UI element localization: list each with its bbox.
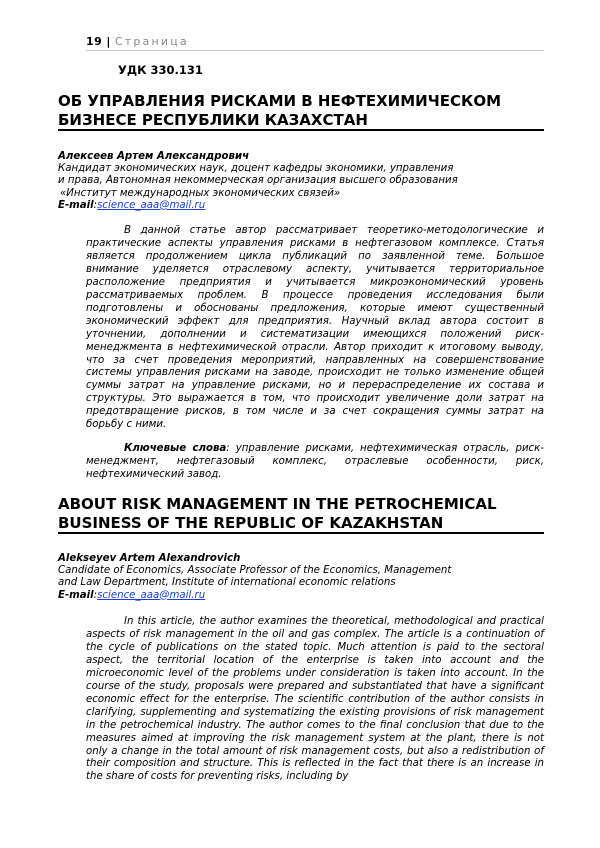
- en-email-label: E-mail: [58, 589, 94, 601]
- en-abstract: In this article, the author examines the theoretical, methodological and practical aspects of risk management in the oil and gas complex. The article is a continuation of the cycle of publications on the stated topic. Much attention is paid to the sectoral aspect, the territorial location of the enterprise is taken into account and the microeconomic level of the problems under consideration is taken into account. In the course of the study, proposals were prepared and substantiated that have a significant economic effect for the enterprise. The scientific contribution of the author consists in clarifying, supplementing and systematizing the existing provisions of risk management in the petrochemical industry. The author comes to the final conclusion that due to the measures aimed at improving the risk management system at the plant, there is not only a change in the total amount of risk management costs, but also a redistribution of their composition and structure. This is reflected in the fact that there is an increase in the share of costs for preventing risks, including by: [86, 616, 544, 783]
- page-header: [86, 35, 189, 48]
- ru-title: [58, 92, 548, 130]
- ru-affiliation-line3: «Институт международных экономических связей»: [60, 187, 341, 199]
- en-author-block: [58, 553, 548, 602]
- ru-keywords-label: Ключевые слова: [124, 443, 227, 454]
- en-title-line1: ABOUT RISK MANAGEMENT IN THE PETROCHEMICAL: [58, 495, 497, 513]
- en-affiliation-line1: Candidate of Economics, Associate Professor of the Economics, Management: [58, 565, 452, 577]
- en-title-line2: BUSINESS OF THE REPUBLIC OF KAZAKHSTAN: [58, 514, 444, 532]
- header-divider: [86, 50, 544, 51]
- en-title: [58, 495, 548, 533]
- ru-email-colon: :: [93, 199, 98, 211]
- page-header-separator: |: [106, 35, 111, 48]
- ru-title-line1: ОБ УПРАВЛЕНИЯ РИСКАМИ В НЕФТЕХИМИЧЕСКОМ: [58, 92, 501, 110]
- ru-email-line: [58, 200, 548, 212]
- ru-author-block: [58, 151, 548, 212]
- en-email-line: [58, 590, 548, 602]
- ru-email-link[interactable]: science_aaa@mail.ru: [97, 199, 206, 211]
- page-header-word: Страница: [114, 35, 189, 48]
- en-email-link[interactable]: science_aaa@mail.ru: [97, 589, 206, 601]
- ru-title-rule: [58, 129, 544, 131]
- en-affiliation-line2: and Law Department, Institute of international economic relations: [58, 577, 396, 589]
- ru-abstract: В данной статье автор рассматривает теоретико-методологические и практические аспекты управления рисками в нефтегазовом комплексе. Статья является продолжением цикла публикаций по заявленной теме. Большое внимание уделяется отраслевому аспекту, учитывается территориальное расположение предприятия и учитывается микроэкономический уровень рассматриваемых проблем. В процессе проведения исследования были подготовлены и обоснованы предложения, которые имеют существенный экономический эффект для предприятия. Научный вклад автора состоит в уточнении, дополнении и систематизации имеющихся положений риск-менеджмента в нефтехимической отрасли. Автор приходит к итоговому выводу, что за счет проведения мероприятий, направленных на совершенствование системы управления рисками на заводе, происходит не только изменение общей суммы затрат на управление рисками, но и перераспределение их состава и структуры. Это выражается в том, что происходит увеличение доли затрат на предотвращение рисков, в том числе и за счет сокращения суммы затрат на борьбу с ними.: [86, 225, 544, 431]
- udk-code: УДК 330.131: [118, 63, 203, 77]
- page-number: 19: [86, 35, 103, 48]
- en-title-rule: [58, 532, 544, 534]
- ru-author-name: Алексеев Артем Александрович: [58, 151, 250, 162]
- en-email-colon: :: [93, 589, 98, 601]
- ru-affiliation-line2: и права, Автономная некоммерческая организация высшего образования: [58, 175, 458, 187]
- ru-keywords: [86, 443, 544, 482]
- ru-keywords-text: : управление рисками, нефтехимическая отрасль, риск-менеджмент, нефтегазовый комплекс, отраслевые особенности, риск, нефтехимический завод.: [86, 443, 544, 480]
- en-author-name: Alekseyev Artem Alexandrovich: [58, 553, 241, 564]
- ru-title-line2: БИЗНЕСЕ РЕСПУБЛИКИ КАЗАХСТАН: [58, 111, 368, 129]
- ru-affiliation-line1: Кандидат экономических наук, доцент кафедры экономики, управления: [58, 163, 454, 175]
- ru-email-label: E-mail: [58, 199, 94, 211]
